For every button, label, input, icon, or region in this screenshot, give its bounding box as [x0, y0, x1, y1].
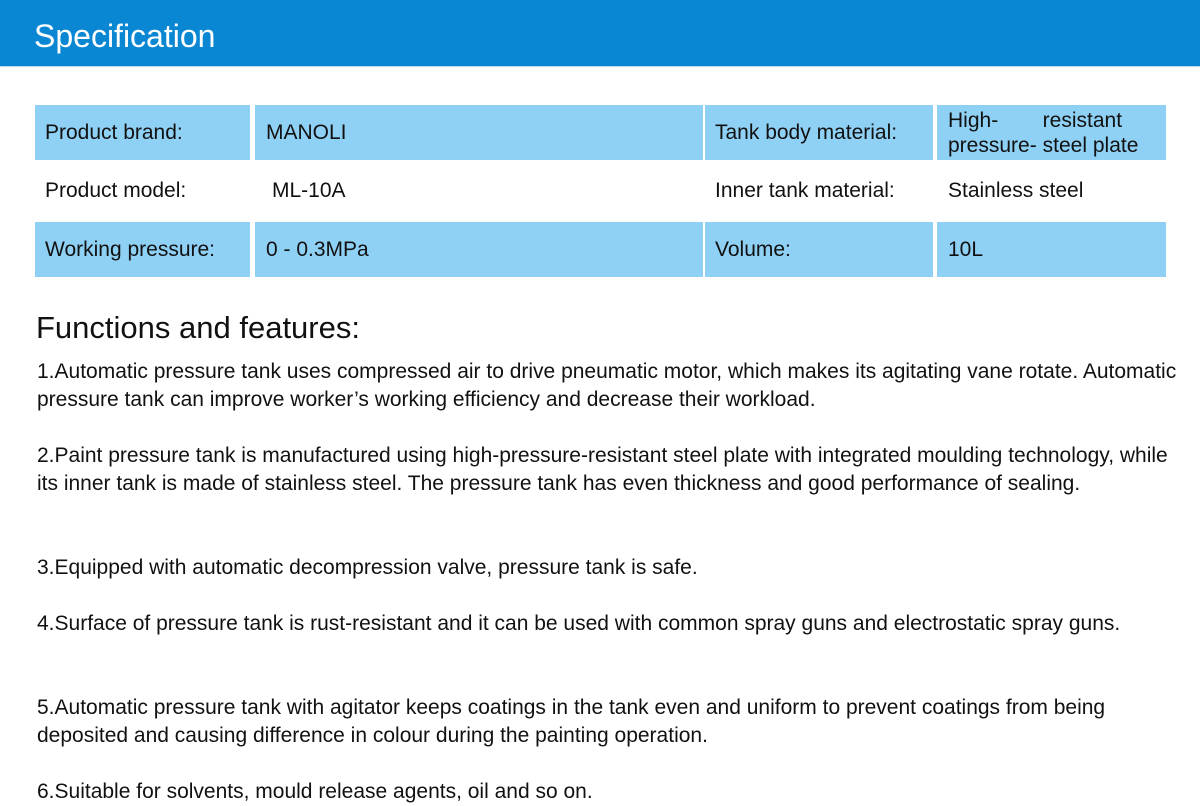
features-heading: Functions and features: — [36, 310, 360, 345]
specification-header — [0, 0, 1200, 67]
spec-value-model: ML-10A — [272, 178, 346, 202]
spec-label-inner-tank-material: Inner tank material: — [715, 178, 895, 202]
feature-item: 1.Automatic pressure tank uses compressed air to drive pneumatic motor, which makes its agitating vane rotate. Automatic pressure tank can improve worker’s working efficiency and decrease their workload. — [37, 360, 1177, 411]
spec-value-brand: MANOLI — [255, 105, 703, 160]
spec-value-tank-body-material-line1: High-pressure- — [948, 109, 1037, 157]
feature-item: 2.Paint pressure tank is manufactured using high-pressure-resistant steel plate with integrated moulding technology, while its inner tank is made of stainless steel. The pressure tank has even thickness and good performance of sealing. — [37, 444, 1168, 495]
spec-label-brand: Product brand: — [35, 105, 250, 160]
spec-label-model: Product model: — [45, 178, 187, 202]
feature-item: 4.Surface of pressure tank is rust-resistant and it can be used with common spray guns and electrostatic spray guns. — [37, 612, 1121, 635]
specification-table — [35, 105, 1166, 277]
spec-label-volume: Volume: — [705, 222, 933, 277]
spec-row-pressure — [35, 222, 1166, 277]
feature-item: 3.Equipped with automatic decompression valve, pressure tank is safe. — [37, 556, 698, 579]
spec-row-model — [35, 163, 1166, 218]
spec-label-tank-body-material: Tank body material: — [705, 105, 933, 160]
spec-label-working-pressure: Working pressure: — [35, 222, 250, 277]
spec-row-brand — [35, 105, 1166, 160]
page-title: Specification — [34, 18, 216, 54]
spec-value-inner-tank-material: Stainless steel — [948, 178, 1084, 202]
spec-value-tank-body-material-line2: resistant steel plate — [1042, 109, 1139, 157]
spec-value-volume: 10L — [937, 222, 1166, 277]
spec-value-tank-body-material — [937, 105, 1166, 160]
feature-item: 5.Automatic pressure tank with agitator keeps coatings in the tank even and uniform to prevent coatings from being deposited and causing difference in colour during the painting operation. — [37, 696, 1106, 747]
feature-item: 6.Suitable for solvents, mould release agents, oil and so on. — [37, 780, 593, 803]
spec-value-working-pressure: 0 - 0.3MPa — [255, 222, 703, 277]
